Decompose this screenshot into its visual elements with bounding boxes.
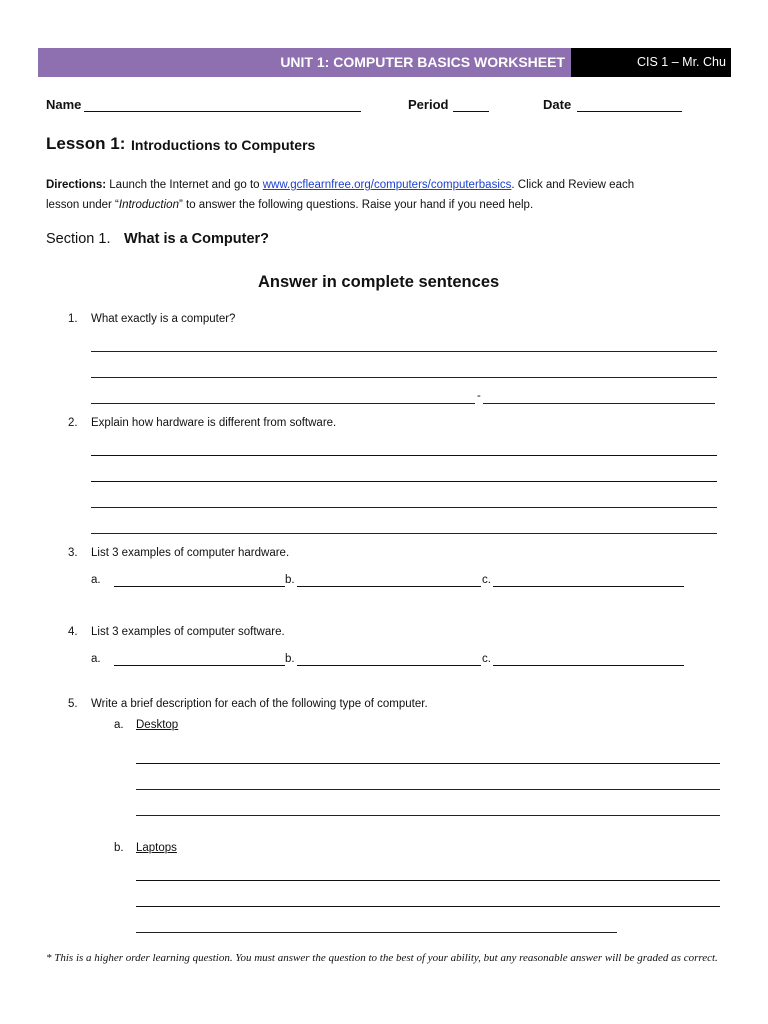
list-marker: b. <box>285 653 295 665</box>
name-field[interactable] <box>84 111 361 112</box>
subitem-marker: a. <box>114 719 124 731</box>
question-text: Explain how hardware is different from software. <box>91 417 337 429</box>
software-answer-b[interactable] <box>297 665 481 666</box>
section-title: What is a Computer? <box>124 231 270 247</box>
question-text: What exactly is a computer? <box>91 313 236 325</box>
instruction-heading: Answer in complete sentences <box>258 273 500 291</box>
footnote: * This is a higher order learning question. You must answer the question to the best of your ability, but any reasonable answer will be graded as correct. <box>46 952 718 964</box>
directions-introduction: Introduction <box>118 199 179 211</box>
answer-line[interactable] <box>91 481 717 482</box>
list-marker: c. <box>482 574 491 586</box>
lesson-title: Introductions to Computers <box>131 137 316 153</box>
software-answer-c[interactable] <box>493 665 684 666</box>
answer-line[interactable] <box>136 815 720 816</box>
answer-line[interactable] <box>91 403 475 404</box>
period-field[interactable] <box>453 111 489 112</box>
question-number: 5. <box>68 698 78 710</box>
subitem-label-desktop: Desktop <box>136 719 179 731</box>
answer-line[interactable] <box>483 403 715 404</box>
section-label: Section 1. <box>46 231 111 247</box>
header-title-bar <box>38 48 571 77</box>
hardware-answer-c[interactable] <box>493 586 684 587</box>
answer-line[interactable] <box>136 906 720 907</box>
period-label: Period <box>408 97 449 112</box>
list-marker: a. <box>91 653 101 665</box>
directions-label: Directions: <box>46 179 107 191</box>
list-marker: b. <box>285 574 295 586</box>
question-text: List 3 examples of computer hardware. <box>91 547 290 559</box>
answer-line[interactable] <box>91 533 717 534</box>
hardware-answer-a[interactable] <box>114 586 285 587</box>
question-number: 4. <box>68 626 78 638</box>
question-number: 2. <box>68 417 78 429</box>
directions <box>46 175 634 215</box>
worksheet-title: UNIT 1: COMPUTER BASICS WORKSHEET <box>280 54 565 70</box>
question-text: Write a brief description for each of the following type of computer. <box>91 698 428 710</box>
worksheet-header <box>38 48 731 77</box>
list-marker: c. <box>482 653 491 665</box>
answer-dash: - <box>477 390 481 402</box>
answer-line[interactable] <box>91 455 717 456</box>
header-course-badge <box>571 48 731 77</box>
date-field[interactable] <box>577 111 682 112</box>
subitem-marker: b. <box>114 842 124 854</box>
subitem-label-laptops: Laptops <box>136 842 177 854</box>
course-label: CIS 1 – Mr. Chu <box>637 55 726 69</box>
answer-line[interactable] <box>136 789 720 790</box>
question-number: 1. <box>68 313 78 325</box>
directions-line2-after: ” to answer the following questions. Raise your hand if you need help. <box>178 199 534 211</box>
list-marker: a. <box>91 574 101 586</box>
gcflearnfree-link[interactable]: www.gcflearnfree.org/computers/computerbasics <box>262 179 512 191</box>
date-label: Date <box>543 97 572 112</box>
directions-line2-before: lesson under “ <box>46 199 119 211</box>
hardware-answer-b[interactable] <box>297 586 481 587</box>
answer-line[interactable] <box>136 932 617 933</box>
lesson-label: Lesson 1: <box>46 134 126 153</box>
answer-line[interactable] <box>136 763 720 764</box>
question-number: 3. <box>68 547 78 559</box>
software-answer-a[interactable] <box>114 665 285 666</box>
directions-text-after: . Click and Review each <box>511 179 635 191</box>
answer-line[interactable] <box>91 507 717 508</box>
answer-line[interactable] <box>136 880 720 881</box>
answer-line[interactable] <box>91 351 717 352</box>
name-label: Name <box>46 97 82 112</box>
answer-line[interactable] <box>91 377 717 378</box>
directions-text: Launch the Internet and go to <box>109 179 260 191</box>
question-text: List 3 examples of computer software. <box>91 626 285 638</box>
